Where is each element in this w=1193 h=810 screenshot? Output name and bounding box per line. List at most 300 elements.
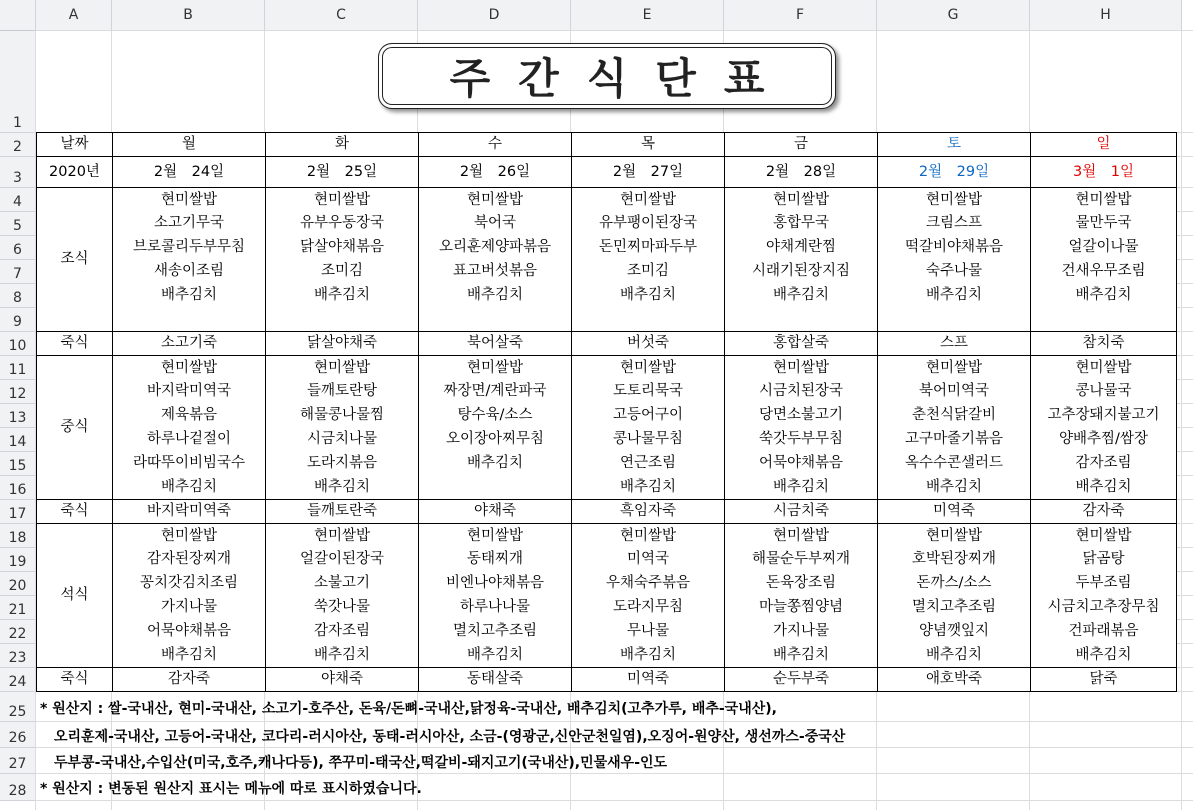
menu-cell-text: 크림스프	[925, 215, 983, 232]
menu-cell[interactable]	[419, 620, 572, 644]
menu-cell-text: 현미쌀밥	[313, 191, 371, 208]
menu-cell-text: 하루나나물	[459, 599, 531, 616]
menu-cell[interactable]	[419, 644, 572, 668]
porridge-cell[interactable]	[1031, 332, 1177, 356]
day-header-cell-text: 화	[334, 136, 349, 153]
porridge-cell-text: 시금치죽	[772, 503, 830, 520]
porridge-cell-text: 들깨토란죽	[306, 503, 378, 520]
menu-cell[interactable]	[878, 284, 1031, 308]
row-header-11[interactable]: 11	[0, 356, 36, 380]
day-header-cell[interactable]	[1031, 133, 1177, 157]
meal-label-cell[interactable]	[37, 188, 113, 332]
row-header-1[interactable]: 1	[0, 31, 36, 133]
menu-cell[interactable]	[113, 524, 266, 548]
day-header-cell-text: 목	[640, 136, 655, 153]
porridge-cell[interactable]	[266, 332, 419, 356]
menu-cell[interactable]	[725, 236, 878, 260]
menu-cell-text: 숙주나물	[925, 263, 983, 280]
meal-label-cell[interactable]	[37, 356, 113, 500]
menu-cell[interactable]	[1031, 260, 1177, 284]
meal-label-cell[interactable]	[37, 332, 113, 356]
menu-cell[interactable]	[878, 212, 1031, 236]
menu-cell-text: 들깨토란탕	[306, 383, 378, 400]
meal-label-cell[interactable]	[37, 668, 113, 692]
menu-cell-text: 쑥갓나물	[313, 599, 371, 616]
porridge-cell[interactable]	[266, 500, 419, 524]
day-header-cell[interactable]	[113, 133, 266, 157]
row-header-22[interactable]: 22	[0, 620, 36, 644]
menu-cell[interactable]	[572, 308, 725, 332]
menu-cell[interactable]	[1031, 404, 1177, 428]
menu-cell[interactable]	[113, 572, 266, 596]
menu-cell[interactable]	[419, 404, 572, 428]
day-header-cell-text: 토	[946, 136, 961, 153]
menu-cell-text: 소고기무국	[153, 215, 225, 232]
row-header-9[interactable]: 9	[0, 308, 36, 332]
menu-cell[interactable]	[878, 380, 1031, 404]
menu-cell-text: 배추김치	[772, 647, 830, 663]
date-cell[interactable]	[266, 157, 419, 188]
menu-cell-text: 춘천식닭갈비	[911, 407, 997, 424]
menu-cell[interactable]	[113, 260, 266, 284]
porridge-cell-text: 닭죽	[1089, 671, 1118, 688]
menu-cell[interactable]	[725, 308, 878, 332]
row-header-19[interactable]: 19	[0, 548, 36, 572]
menu-cell[interactable]	[725, 572, 878, 596]
menu-cell[interactable]	[1031, 572, 1177, 596]
menu-cell[interactable]	[1031, 356, 1177, 380]
porridge-cell-text: 소고기죽	[160, 335, 218, 352]
gridline	[36, 800, 1193, 801]
menu-cell[interactable]	[725, 596, 878, 620]
menu-cell[interactable]	[1031, 596, 1177, 620]
menu-cell[interactable]	[1031, 380, 1177, 404]
porridge-cell-text: 순두부죽	[772, 671, 830, 688]
menu-cell[interactable]	[572, 524, 725, 548]
date-cell-text: 2월 27일	[612, 163, 684, 180]
menu-cell-text: 어묵야채볶음	[758, 455, 844, 472]
menu-cell[interactable]	[266, 308, 419, 332]
menu-cell-text: 유부우동장국	[299, 215, 385, 232]
gridline	[1181, 31, 1182, 810]
menu-cell-text: 무나물	[626, 623, 670, 640]
menu-cell-text: 고구마줄기볶음	[904, 431, 1004, 448]
menu-cell-text: 물만두국	[1075, 215, 1132, 232]
menu-cell[interactable]	[113, 596, 266, 620]
menu-cell[interactable]	[725, 212, 878, 236]
menu-cell[interactable]	[266, 380, 419, 404]
menu-cell[interactable]	[878, 644, 1031, 668]
menu-cell[interactable]	[419, 284, 572, 308]
porridge-cell[interactable]	[878, 668, 1031, 692]
porridge-cell[interactable]	[1031, 668, 1177, 692]
porridge-cell-text: 바지락미역죽	[146, 503, 232, 520]
menu-cell[interactable]	[725, 284, 878, 308]
menu-cell-text: 콩나물국	[1075, 383, 1132, 400]
menu-cell-text: 북어국	[473, 215, 517, 232]
menu-cell[interactable]	[1031, 548, 1177, 572]
menu-cell-text: 배추김치	[160, 287, 218, 304]
origin-note: * 원산지 : 쌀-국내산, 현미-국내산, 소고기-호주산, 돈육/돈뼈-국내산,닭정육-국내산, 배추김치(고추가루, 배추-국내산),	[40, 701, 777, 717]
menu-cell[interactable]	[419, 476, 572, 500]
row-header-24[interactable]: 24	[0, 668, 36, 692]
row-header-6[interactable]: 6	[0, 236, 36, 260]
menu-cell[interactable]	[113, 308, 266, 332]
date-label-cell-text: 날짜	[60, 136, 89, 153]
menu-cell-text: 양배추찜/쌈장	[1059, 431, 1148, 448]
porridge-cell[interactable]	[266, 668, 419, 692]
row-header-15[interactable]: 15	[0, 452, 36, 476]
menu-cell-text: 배추김치	[160, 479, 218, 495]
menu-cell[interactable]	[1031, 236, 1177, 260]
menu-cell[interactable]	[572, 188, 725, 212]
menu-cell[interactable]	[878, 620, 1031, 644]
date-cell[interactable]	[878, 157, 1031, 188]
menu-cell[interactable]	[878, 308, 1031, 332]
menu-cell-text: 멸치고추조림	[911, 599, 997, 616]
menu-cell[interactable]	[725, 644, 878, 668]
menu-cell[interactable]	[725, 476, 878, 500]
porridge-cell[interactable]	[113, 332, 266, 356]
menu-cell[interactable]	[1031, 476, 1177, 500]
menu-cell[interactable]	[266, 644, 419, 668]
menu-cell-text: 유부팽이된장국	[598, 215, 698, 232]
menu-cell-text: 홍합무국	[772, 215, 830, 232]
menu-cell[interactable]	[419, 524, 572, 548]
porridge-cell-text: 야채죽	[320, 671, 364, 688]
porridge-cell[interactable]	[878, 332, 1031, 356]
menu-cell[interactable]	[113, 452, 266, 476]
menu-cell[interactable]	[113, 476, 266, 500]
menu-cell-text: 현미쌀밥	[466, 527, 524, 544]
porridge-cell[interactable]	[572, 500, 725, 524]
row-header-16[interactable]: 16	[0, 476, 36, 500]
column-header-B[interactable]: B	[112, 0, 265, 31]
row-header-21[interactable]: 21	[0, 596, 36, 620]
menu-cell[interactable]	[266, 188, 419, 212]
menu-cell[interactable]	[572, 260, 725, 284]
menu-cell[interactable]	[113, 236, 266, 260]
menu-cell[interactable]	[1031, 452, 1177, 476]
menu-cell[interactable]	[113, 188, 266, 212]
meal-label-cell-text: 중식	[60, 419, 89, 436]
menu-cell-text: 미역국	[626, 551, 670, 568]
row-header-10[interactable]: 10	[0, 332, 36, 356]
cell-grid[interactable]	[36, 31, 1193, 810]
menu-cell[interactable]	[113, 284, 266, 308]
menu-cell[interactable]	[725, 404, 878, 428]
menu-cell-text: 배추김치	[619, 287, 677, 304]
menu-cell-text: 라따뚜이비빔국수	[132, 455, 246, 472]
menu-cell[interactable]	[419, 572, 572, 596]
day-header-cell[interactable]	[878, 133, 1031, 157]
menu-cell[interactable]	[419, 260, 572, 284]
menu-cell[interactable]	[1031, 212, 1177, 236]
row-header-27[interactable]: 27	[0, 748, 36, 774]
column-header-G[interactable]: G	[877, 0, 1030, 31]
column-header-D[interactable]: D	[418, 0, 571, 31]
menu-cell[interactable]	[572, 572, 725, 596]
porridge-cell-text: 미역죽	[626, 671, 670, 688]
porridge-cell[interactable]	[113, 500, 266, 524]
menu-cell-text: 브로콜리두부무침	[132, 239, 246, 256]
menu-cell[interactable]	[878, 260, 1031, 284]
menu-cell-text: 현미쌀밥	[772, 359, 830, 376]
menu-cell[interactable]	[572, 476, 725, 500]
menu-cell[interactable]	[572, 236, 725, 260]
menu-cell[interactable]	[572, 620, 725, 644]
menu-cell[interactable]	[572, 596, 725, 620]
row-header-2[interactable]: 2	[0, 133, 36, 157]
menu-cell-text: 연근조림	[619, 455, 677, 472]
porridge-cell[interactable]	[725, 500, 878, 524]
porridge-cell[interactable]	[572, 332, 725, 356]
menu-cell[interactable]	[725, 452, 878, 476]
menu-cell-text: 배추김치	[466, 647, 524, 663]
menu-cell-text: 배추김치	[925, 287, 983, 304]
menu-cell[interactable]	[419, 236, 572, 260]
gridline	[36, 773, 1193, 774]
menu-cell-text: 하루나겉절이	[146, 431, 232, 448]
menu-cell[interactable]	[113, 356, 266, 380]
menu-cell[interactable]	[725, 428, 878, 452]
menu-cell[interactable]	[266, 356, 419, 380]
date-cell-text: 2월 29일	[918, 163, 990, 180]
menu-cell[interactable]	[113, 620, 266, 644]
page-title: 주간식단표	[449, 54, 793, 103]
date-cell[interactable]	[1031, 157, 1177, 188]
porridge-cell[interactable]	[878, 500, 1031, 524]
row-header-20[interactable]: 20	[0, 572, 36, 596]
porridge-cell[interactable]	[113, 668, 266, 692]
menu-cell-text: 바지락미역국	[146, 383, 232, 400]
menu-cell[interactable]	[1031, 188, 1177, 212]
menu-cell[interactable]	[572, 644, 725, 668]
menu-cell-text: 도라지무침	[612, 599, 684, 616]
menu-cell[interactable]	[878, 548, 1031, 572]
menu-cell-text: 호박된장찌개	[911, 551, 997, 568]
porridge-cell[interactable]	[725, 668, 878, 692]
menu-cell[interactable]	[878, 428, 1031, 452]
column-header-C[interactable]: C	[265, 0, 418, 31]
menu-cell[interactable]	[419, 212, 572, 236]
menu-cell-text: 현미쌀밥	[1075, 527, 1132, 544]
menu-cell-text: 건파래볶음	[1068, 623, 1139, 640]
row-header-13[interactable]: 13	[0, 404, 36, 428]
row-header-14[interactable]: 14	[0, 428, 36, 452]
menu-cell-text: 감자조림	[1075, 455, 1132, 472]
menu-cell-text: 배추김치	[1075, 647, 1132, 663]
menu-cell[interactable]	[572, 428, 725, 452]
menu-cell-text: 해물순두부찌개	[751, 551, 851, 568]
menu-cell[interactable]	[725, 524, 878, 548]
menu-cell[interactable]	[266, 476, 419, 500]
menu-cell[interactable]	[725, 260, 878, 284]
menu-cell-text: 마늘쫑찜양념	[758, 599, 844, 616]
menu-cell[interactable]	[419, 380, 572, 404]
menu-cell[interactable]	[1031, 308, 1177, 332]
menu-cell[interactable]	[572, 356, 725, 380]
title-box[interactable]	[378, 43, 836, 109]
menu-cell[interactable]	[1031, 428, 1177, 452]
origin-note: 두부콩-국내산,수입산(미국,호주,캐나다등), 쭈꾸미-태국산,떡갈비-돼지고기(국내산),민물새우-인도	[40, 755, 668, 771]
menu-cell[interactable]	[725, 548, 878, 572]
date-cell[interactable]	[725, 157, 878, 188]
menu-cell-text: 도토리묵국	[612, 383, 684, 400]
menu-cell-text: 야채계란찜	[765, 239, 837, 256]
row-header-23[interactable]: 23	[0, 644, 36, 668]
row-header-8[interactable]: 8	[0, 284, 36, 308]
row-header-17[interactable]: 17	[0, 500, 36, 524]
menu-cell[interactable]	[878, 188, 1031, 212]
menu-cell[interactable]	[266, 452, 419, 476]
menu-cell[interactable]	[725, 620, 878, 644]
menu-cell[interactable]	[878, 236, 1031, 260]
menu-cell[interactable]	[266, 404, 419, 428]
menu-cell-text: 배추김치	[160, 647, 218, 663]
menu-cell-text: 배추김치	[772, 287, 830, 304]
menu-cell-text: 현미쌀밥	[1075, 359, 1132, 376]
row-header-18[interactable]: 18	[0, 524, 36, 548]
menu-cell[interactable]	[419, 452, 572, 476]
porridge-cell-text: 북어살죽	[466, 335, 524, 352]
day-header-cell[interactable]	[572, 133, 725, 157]
menu-cell[interactable]	[419, 428, 572, 452]
menu-cell[interactable]	[878, 476, 1031, 500]
porridge-cell[interactable]	[419, 668, 572, 692]
menu-cell[interactable]	[113, 548, 266, 572]
day-header-cell[interactable]	[266, 133, 419, 157]
gridline	[36, 30, 1193, 31]
select-all-corner[interactable]	[0, 0, 36, 31]
menu-cell[interactable]	[419, 308, 572, 332]
column-header-H[interactable]: H	[1030, 0, 1182, 31]
menu-cell[interactable]	[266, 572, 419, 596]
menu-cell[interactable]	[725, 356, 878, 380]
menu-cell[interactable]	[572, 212, 725, 236]
date-cell-text: 2월 26일	[459, 163, 531, 180]
date-cell[interactable]	[419, 157, 572, 188]
menu-cell-text: 배추김치	[313, 647, 371, 663]
menu-table	[36, 132, 1177, 692]
menu-cell[interactable]	[419, 356, 572, 380]
menu-cell[interactable]	[113, 212, 266, 236]
day-header-cell[interactable]	[419, 133, 572, 157]
row-header-3[interactable]: 3	[0, 157, 36, 188]
menu-cell-text: 소불고기	[313, 575, 371, 592]
menu-cell[interactable]	[878, 596, 1031, 620]
porridge-cell[interactable]	[419, 332, 572, 356]
menu-cell[interactable]	[266, 524, 419, 548]
date-cell[interactable]	[572, 157, 725, 188]
row-header-28[interactable]: 28	[0, 774, 36, 801]
day-header-cell[interactable]	[725, 133, 878, 157]
date-label-cell[interactable]	[37, 133, 113, 157]
menu-cell[interactable]	[419, 188, 572, 212]
menu-cell[interactable]	[266, 212, 419, 236]
menu-cell[interactable]	[266, 596, 419, 620]
origin-note: 오리훈제-국내산, 고등어-국내산, 코다리-러시아산, 동태-러시아산, 소금-(영광군,신안군천일염),오징어-원양산, 생선까스-중국산	[40, 729, 846, 745]
menu-cell[interactable]	[572, 452, 725, 476]
menu-cell[interactable]	[1031, 284, 1177, 308]
menu-cell-text: 현미쌀밥	[619, 359, 677, 376]
row-header-12[interactable]: 12	[0, 380, 36, 404]
menu-cell-text: 제육볶음	[160, 407, 218, 424]
menu-cell[interactable]	[1031, 524, 1177, 548]
column-header-F[interactable]: F	[724, 0, 877, 31]
porridge-cell[interactable]	[572, 668, 725, 692]
menu-cell-text: 배추김치	[925, 479, 983, 495]
meal-label-cell[interactable]	[37, 524, 113, 668]
menu-cell[interactable]	[878, 572, 1031, 596]
menu-cell[interactable]	[572, 284, 725, 308]
porridge-cell[interactable]	[1031, 500, 1177, 524]
menu-cell[interactable]	[878, 356, 1031, 380]
menu-cell[interactable]	[266, 548, 419, 572]
menu-cell-text: 가지나물	[772, 623, 830, 640]
porridge-cell-text: 애호박죽	[925, 671, 983, 688]
menu-cell-text: 현미쌀밥	[772, 527, 830, 544]
menu-cell-text: 배추김치	[772, 479, 830, 495]
menu-cell[interactable]	[878, 404, 1031, 428]
menu-cell[interactable]	[419, 548, 572, 572]
row-header-7[interactable]: 7	[0, 260, 36, 284]
menu-cell[interactable]	[266, 428, 419, 452]
menu-cell-text: 배추김치	[1075, 479, 1132, 495]
meal-label-cell-text: 조식	[60, 251, 89, 268]
menu-cell-text: 표고버섯볶음	[452, 263, 538, 280]
row-header-4[interactable]: 4	[0, 188, 36, 212]
menu-cell[interactable]	[572, 548, 725, 572]
menu-cell[interactable]	[572, 404, 725, 428]
row-header-5[interactable]: 5	[0, 212, 36, 236]
column-header-A[interactable]: A	[36, 0, 112, 31]
menu-cell[interactable]	[419, 596, 572, 620]
menu-cell[interactable]	[725, 380, 878, 404]
porridge-cell-text: 닭살야채죽	[306, 335, 378, 352]
column-header-E[interactable]: E	[571, 0, 724, 31]
year-cell[interactable]	[37, 157, 113, 188]
meal-label-cell[interactable]	[37, 500, 113, 524]
menu-cell[interactable]	[266, 284, 419, 308]
menu-cell[interactable]	[572, 380, 725, 404]
menu-cell-text: 얼갈이된장국	[299, 551, 385, 568]
menu-cell-text: 북어미역국	[918, 383, 990, 400]
menu-cell[interactable]	[113, 428, 266, 452]
menu-cell[interactable]	[266, 236, 419, 260]
menu-cell[interactable]	[266, 620, 419, 644]
day-header-cell-text: 월	[181, 136, 196, 153]
date-cell-text: 2월 24일	[153, 163, 225, 180]
menu-cell[interactable]	[725, 188, 878, 212]
menu-cell[interactable]	[113, 380, 266, 404]
menu-cell-text: 현미쌀밥	[925, 527, 983, 544]
row-header-25[interactable]: 25	[0, 692, 36, 722]
menu-cell[interactable]	[1031, 620, 1177, 644]
menu-cell-text: 배추김치	[313, 287, 371, 304]
menu-cell-text: 돈민찌마파두부	[598, 239, 698, 256]
porridge-cell[interactable]	[419, 500, 572, 524]
menu-cell[interactable]	[266, 260, 419, 284]
menu-cell[interactable]	[878, 452, 1031, 476]
porridge-cell[interactable]	[725, 332, 878, 356]
menu-cell[interactable]	[878, 524, 1031, 548]
menu-cell[interactable]	[1031, 644, 1177, 668]
menu-cell[interactable]	[113, 644, 266, 668]
date-cell[interactable]	[113, 157, 266, 188]
menu-cell[interactable]	[113, 404, 266, 428]
row-header-26[interactable]: 26	[0, 722, 36, 748]
